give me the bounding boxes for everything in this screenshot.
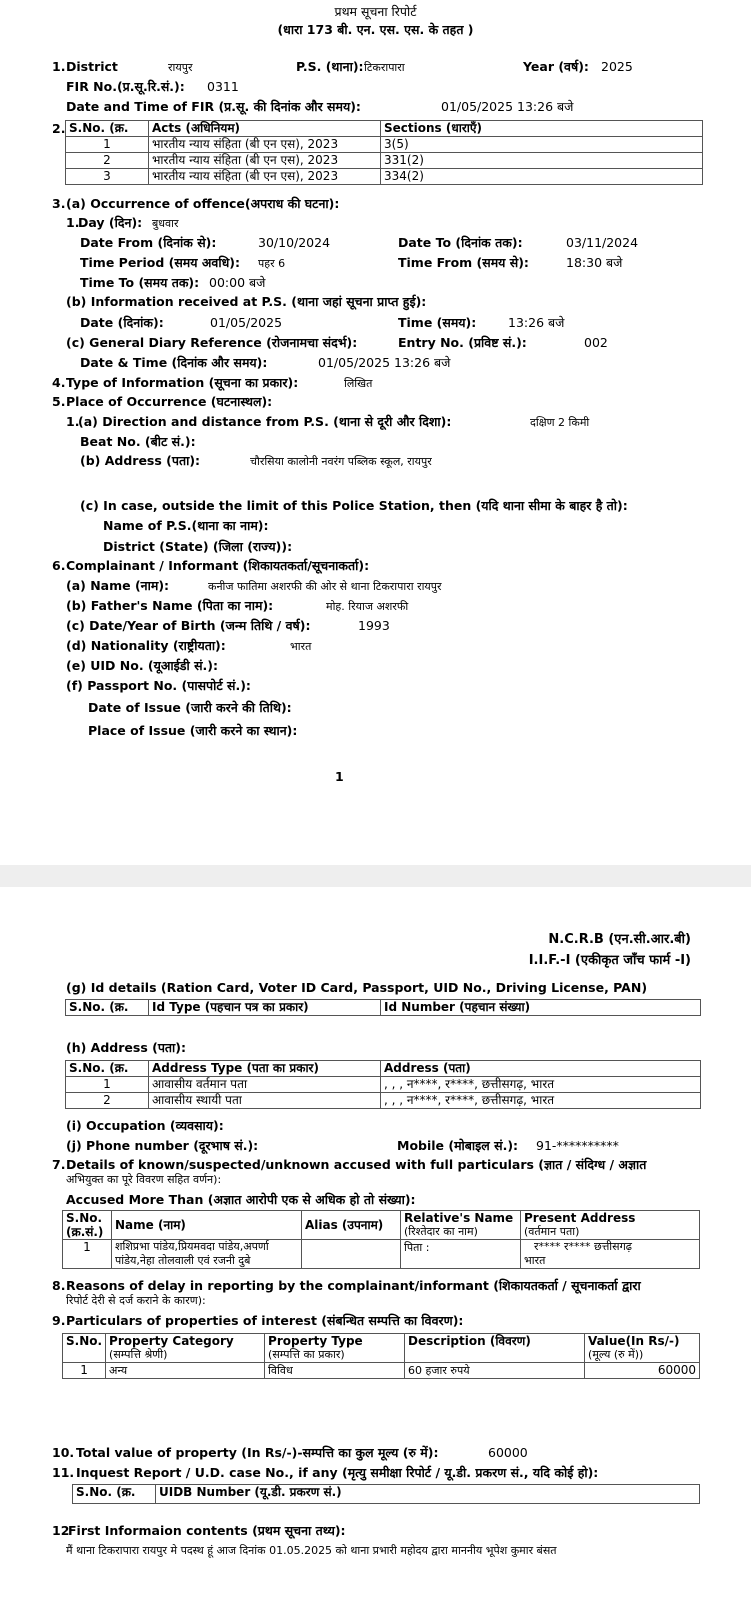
col-type-en: Property Type (268, 1334, 363, 1348)
info-time-value: 13:26 बजे (508, 315, 565, 330)
section-4-number: 4. (52, 375, 66, 390)
col-property-category (106, 1334, 265, 1363)
table-row (66, 169, 703, 185)
properties-table (62, 1333, 700, 1379)
table-row (63, 1240, 700, 1269)
cell-address (521, 1240, 700, 1269)
inquest-label: Inquest Report / U.D. case No., if any (मृत्यु समीक्षा रिपोर्ट / यू.डी. प्रकरण सं., यदि कोई हो): (76, 1465, 599, 1480)
direction-value: दक्षिण 2 किमी (530, 416, 590, 429)
report-subtitle: (धारा 173 बी. एन. एस. एस. के तहत ) (277, 22, 474, 37)
page-separator (0, 865, 751, 887)
accused-name-line-2: पांडेय,नेहा तोलवाली एवं रजनी दुबे (115, 1254, 251, 1267)
cell-value: 60000 (585, 1363, 700, 1379)
cell-act: भारतीय न्याय संहिता (बी एन एस), 2023 (149, 137, 381, 153)
dob-value: 1993 (358, 618, 390, 633)
year-label: Year (वर्ष): (523, 59, 589, 74)
address-table (65, 1060, 701, 1109)
fir-no-label: FIR No.(प्र.सू.रि.सं.): (66, 79, 185, 94)
table-header-row (66, 1061, 701, 1077)
section-11-number: 11. (52, 1465, 75, 1480)
acts-sections-table (65, 120, 703, 185)
table-header-row (73, 1485, 700, 1504)
col-sno-en: S.No. (66, 1211, 103, 1225)
gd-datetime-value: 01/05/2025 13:26 बजे (318, 355, 451, 370)
info-date-value: 01/05/2025 (210, 315, 283, 330)
year-value: 2025 (601, 59, 633, 74)
table-row (63, 1363, 700, 1379)
table-header-row (66, 121, 703, 137)
cell-sno: 1 (63, 1240, 112, 1269)
col-category-en: Property Category (109, 1334, 234, 1348)
cell-section: 331(2) (381, 153, 703, 169)
col-id-type: Id Type (पहचान पत्र का प्रकार) (149, 1000, 381, 1016)
cell-address-type: आवासीय स्थायी पता (149, 1093, 381, 1109)
col-sno: S.No. (क्र. (66, 1000, 149, 1016)
table-row (66, 137, 703, 153)
col-name: Name (नाम) (112, 1211, 302, 1240)
col-category-hi: (सम्पत्ति श्रेणी) (109, 1348, 168, 1361)
info-date-label: Date (दिनांक): (80, 315, 164, 330)
fir-page-2 (0, 887, 751, 1600)
outside-limit-label: (c) In case, outside the limit of this Police Station, then (यदि थाना सीमा के बाहर है तो): (80, 498, 628, 513)
section-12-number: 12 (52, 1523, 70, 1538)
section-9-number: 9. (52, 1313, 66, 1328)
address-value: चौरसिया कालोनी नवरंग पब्लिक स्कूल, रायपुर (250, 455, 432, 468)
district-label: District (66, 59, 118, 74)
col-present-address (521, 1211, 700, 1240)
direction-number: 1. (66, 414, 80, 429)
district-state-label: District (State) (जिला (राज्य)): (103, 539, 293, 554)
col-value-en: Value(In Rs/-) (588, 1334, 680, 1348)
id-details-label: (g) Id details (Ration Card, Voter ID Card, Passport, UID No., Driving License, PAN) (66, 980, 648, 995)
cell-type: विविध (265, 1363, 405, 1379)
gd-reference-label: (c) General Diary Reference (रोजनामचा संदर्भ): (66, 335, 358, 350)
father-name-label: (b) Father's Name (पिता का नाम): (66, 598, 274, 613)
accused-details-label-2: अभियुक्त का पूरे विवरण सहित वर्णन): (66, 1173, 222, 1186)
section-10-number: 10. (52, 1445, 75, 1460)
col-type-hi: (सम्पत्ति का प्रकार) (268, 1348, 345, 1361)
delay-reason-label-2: रिपोर्ट देरी से दर्ज कराने के कारण): (66, 1294, 206, 1307)
section-7-number: 7. (52, 1157, 66, 1172)
beat-no-label: Beat No. (बीट सं.): (80, 434, 196, 449)
info-time-label: Time (समय): (398, 315, 477, 330)
day-number: 1. (66, 215, 80, 230)
total-value: 60000 (488, 1445, 528, 1460)
table-row (66, 1077, 701, 1093)
time-from-value: 18:30 बजे (566, 255, 623, 270)
fir-datetime-label: Date and Time of FIR (प्र.सू. की दिनांक और समय): (66, 99, 361, 114)
accused-more-than-label: Accused More Than (अज्ञात आरोपी एक से अधिक हो तो संख्या): (66, 1192, 416, 1207)
uid-label: (e) UID No. (यूआईडी सं.): (66, 658, 218, 673)
col-acts: Acts (अधिनियम) (149, 121, 381, 137)
section-3-number: 3. (52, 196, 66, 211)
cell-section: 334(2) (381, 169, 703, 185)
section-2-number: 2. (52, 121, 66, 136)
address-label: (b) Address (पता): (80, 453, 201, 468)
cell-sno: 2 (66, 1093, 149, 1109)
entry-no-value: 002 (584, 335, 608, 350)
cell-sno: 1 (66, 137, 149, 153)
date-from-label: Date From (दिनांक से): (80, 235, 217, 250)
accused-address-line-2: भारत (524, 1254, 546, 1267)
time-period-value: पहर 6 (258, 257, 286, 270)
cell-address-type: आवासीय वर्तमान पता (149, 1077, 381, 1093)
delay-reason-label: Reasons of delay in reporting by the complainant/informant (शिकायतकर्ता / सूचनाकर्ता द्वारा (66, 1278, 641, 1293)
district-value: रायपुर (168, 61, 193, 74)
report-title: प्रथम सूचना रिपोर्ट (334, 4, 417, 19)
date-to-value: 03/11/2024 (566, 235, 639, 250)
col-description: Description (विवरण) (405, 1334, 585, 1363)
col-sno (63, 1211, 112, 1240)
col-property-type (265, 1334, 405, 1363)
time-to-value: 00:00 बजे (209, 275, 266, 290)
fir-datetime-value: 01/05/2025 13:26 बजे (441, 99, 574, 114)
cell-category: अन्य (106, 1363, 265, 1379)
address-heading: (h) Address (पता): (66, 1040, 187, 1055)
col-value-hi: (मूल्य (रु में)) (588, 1348, 644, 1361)
entry-no-label: Entry No. (प्रविष्ट सं.): (398, 335, 527, 350)
col-relative (401, 1211, 521, 1240)
col-sno-hi: (क्र.सं.) (66, 1225, 104, 1239)
cell-act: भारतीय न्याय संहिता (बी एन एस), 2023 (149, 153, 381, 169)
father-name-value: मोह. रियाज अशरफी (326, 600, 409, 613)
day-label: Day (दिन): (78, 215, 143, 230)
col-address-hi: (वर्तमान पता) (524, 1225, 580, 1238)
col-sno: S.No. (क्र. (66, 121, 149, 137)
mobile-label: Mobile (मोबाइल सं.): (397, 1138, 519, 1153)
col-relative-hi: (रिश्तेदार का नाम) (404, 1225, 478, 1238)
accused-table (62, 1210, 700, 1269)
col-address-en: Present Address (524, 1211, 636, 1225)
gd-datetime-label: Date & Time (दिनांक और समय): (80, 355, 268, 370)
cell-relative: पिता : (401, 1240, 521, 1269)
total-value-label: Total value of property (In Rs/-)-सम्पत्ति का कुल मूल्य (रु में): (76, 1445, 439, 1460)
cell-address: , , , न****, र****, छत्तीसगढ़, भारत (381, 1077, 701, 1093)
section-6-number: 6. (52, 558, 66, 573)
properties-label: Particulars of properties of interest (संबन्धित सम्पत्ति का विवरण): (66, 1313, 464, 1328)
page-number: 1 (335, 769, 344, 784)
place-of-issue-label: Place of Issue (जारी करने का स्थान): (88, 723, 298, 738)
cell-sno: 2 (66, 153, 149, 169)
col-value (585, 1334, 700, 1363)
date-of-issue-label: Date of Issue (जारी करने की तिथि): (88, 700, 292, 715)
section-1-number: 1. (52, 59, 66, 74)
cell-sno: 3 (66, 169, 149, 185)
nationality-value: भारत (290, 640, 312, 653)
nationality-label: (d) Nationality (राष्ट्रीयता): (66, 638, 226, 653)
info-type-value: लिखित (344, 377, 373, 390)
dob-label: (c) Date/Year of Birth (जन्म तिथि / वर्ष): (66, 618, 311, 633)
date-from-value: 30/10/2024 (258, 235, 331, 250)
section-5-number: 5. (52, 394, 66, 409)
cell-description: 60 हजार रुपये (405, 1363, 585, 1379)
first-info-label: First Informaion contents (प्रथम सूचना तथ्य): (68, 1523, 346, 1538)
col-sections: Sections (धाराएँ) (381, 121, 703, 137)
ps-label: P.S. (थाना): (296, 59, 364, 74)
table-row (66, 153, 703, 169)
time-to-label: Time To (समय तक): (80, 275, 200, 290)
direction-label: (a) Direction and distance from P.S. (थाना से दूरी और दिशा): (78, 414, 452, 429)
inquest-table (72, 1484, 700, 1504)
accused-details-label: Details of known/suspected/unknown accused with full particulars (ज्ञात / संदिग्ध / अज्ञात (66, 1157, 647, 1172)
fir-no-value: 0311 (207, 79, 239, 94)
id-details-table (65, 999, 701, 1016)
table-header-row (63, 1211, 700, 1240)
col-id-number: Id Number (पहचान संख्या) (381, 1000, 701, 1016)
table-header-row (63, 1334, 700, 1363)
section-8-number: 8. (52, 1278, 66, 1293)
info-type-label: Type of Information (सूचना का प्रकार): (66, 375, 299, 390)
occurrence-heading: (a) Occurrence of offence(अपराध की घटना): (66, 196, 340, 211)
col-relative-en: Relative's Name (404, 1211, 514, 1225)
cell-sno: 1 (63, 1363, 106, 1379)
col-sno: S.No. (क्र. (66, 1061, 149, 1077)
ncrb-label: N.C.R.B (एन.सी.आर.बी) (548, 932, 691, 947)
complainant-name-value: कनीज फातिमा अशरफी की ओर से थाना टिकरापारा रायपुर (208, 580, 442, 593)
cell-act: भारतीय न्याय संहिता (बी एन एस), 2023 (149, 169, 381, 185)
iif-label: I.I.F.-I (एकीकृत जाँच फार्म -I) (528, 953, 691, 968)
time-period-label: Time Period (समय अवधि): (80, 255, 241, 270)
info-received-label: (b) Information received at P.S. (थाना जहां सूचना प्राप्त हुई): (66, 294, 427, 309)
complainant-name-label: (a) Name (नाम): (66, 578, 170, 593)
passport-label: (f) Passport No. (पासपोर्ट सं.): (66, 678, 251, 693)
first-info-text: मैं थाना टिकरापारा रायपुर मे पदस्थ हूं आज दिनांक 01.05.2025 को थाना प्रभारी महोदय द्वारा माननीय भूपेश कुमार बंसत (66, 1544, 557, 1557)
cell-alias (302, 1240, 401, 1269)
accused-address-line-1: र**** र**** छत्तीसगढ़ (534, 1240, 632, 1253)
cell-section: 3(5) (381, 137, 703, 153)
table-header-row (66, 1000, 701, 1016)
complainant-heading: Complainant / Informant (शिकायतकर्ता/सूचनाकर्ता): (66, 558, 370, 573)
cell-sno: 1 (66, 1077, 149, 1093)
accused-name-line-1: शशिप्रभा पांडेय,प्रियमवदा पांडेय,अपर्णा (115, 1240, 269, 1253)
cell-name (112, 1240, 302, 1269)
col-uidb-number: UIDB Number (यू.डी. प्रकरण सं.) (156, 1485, 700, 1504)
col-sno: S.No. (क्र. (73, 1485, 156, 1504)
col-alias: Alias (उपनाम) (302, 1211, 401, 1240)
day-value: बुधवार (152, 217, 179, 230)
cell-address: , , , न****, र****, छत्तीसगढ़, भारत (381, 1093, 701, 1109)
occupation-label: (i) Occupation (व्यवसाय): (66, 1118, 224, 1133)
phone-label: (j) Phone number (दूरभाष सं.): (66, 1138, 259, 1153)
place-heading: Place of Occurrence (घटनास्थल): (66, 394, 273, 409)
col-sno: S.No. (63, 1334, 106, 1363)
mobile-value: 91-********** (536, 1138, 619, 1153)
table-row (66, 1093, 701, 1109)
col-address: Address (पता) (381, 1061, 701, 1077)
time-from-label: Time From (समय से): (398, 255, 529, 270)
col-address-type: Address Type (पता का प्रकार) (149, 1061, 381, 1077)
ps-name-label: Name of P.S.(थाना का नाम): (103, 518, 269, 533)
date-to-label: Date To (दिनांक तक): (398, 235, 523, 250)
ps-value: टिकरापारा (364, 61, 405, 74)
